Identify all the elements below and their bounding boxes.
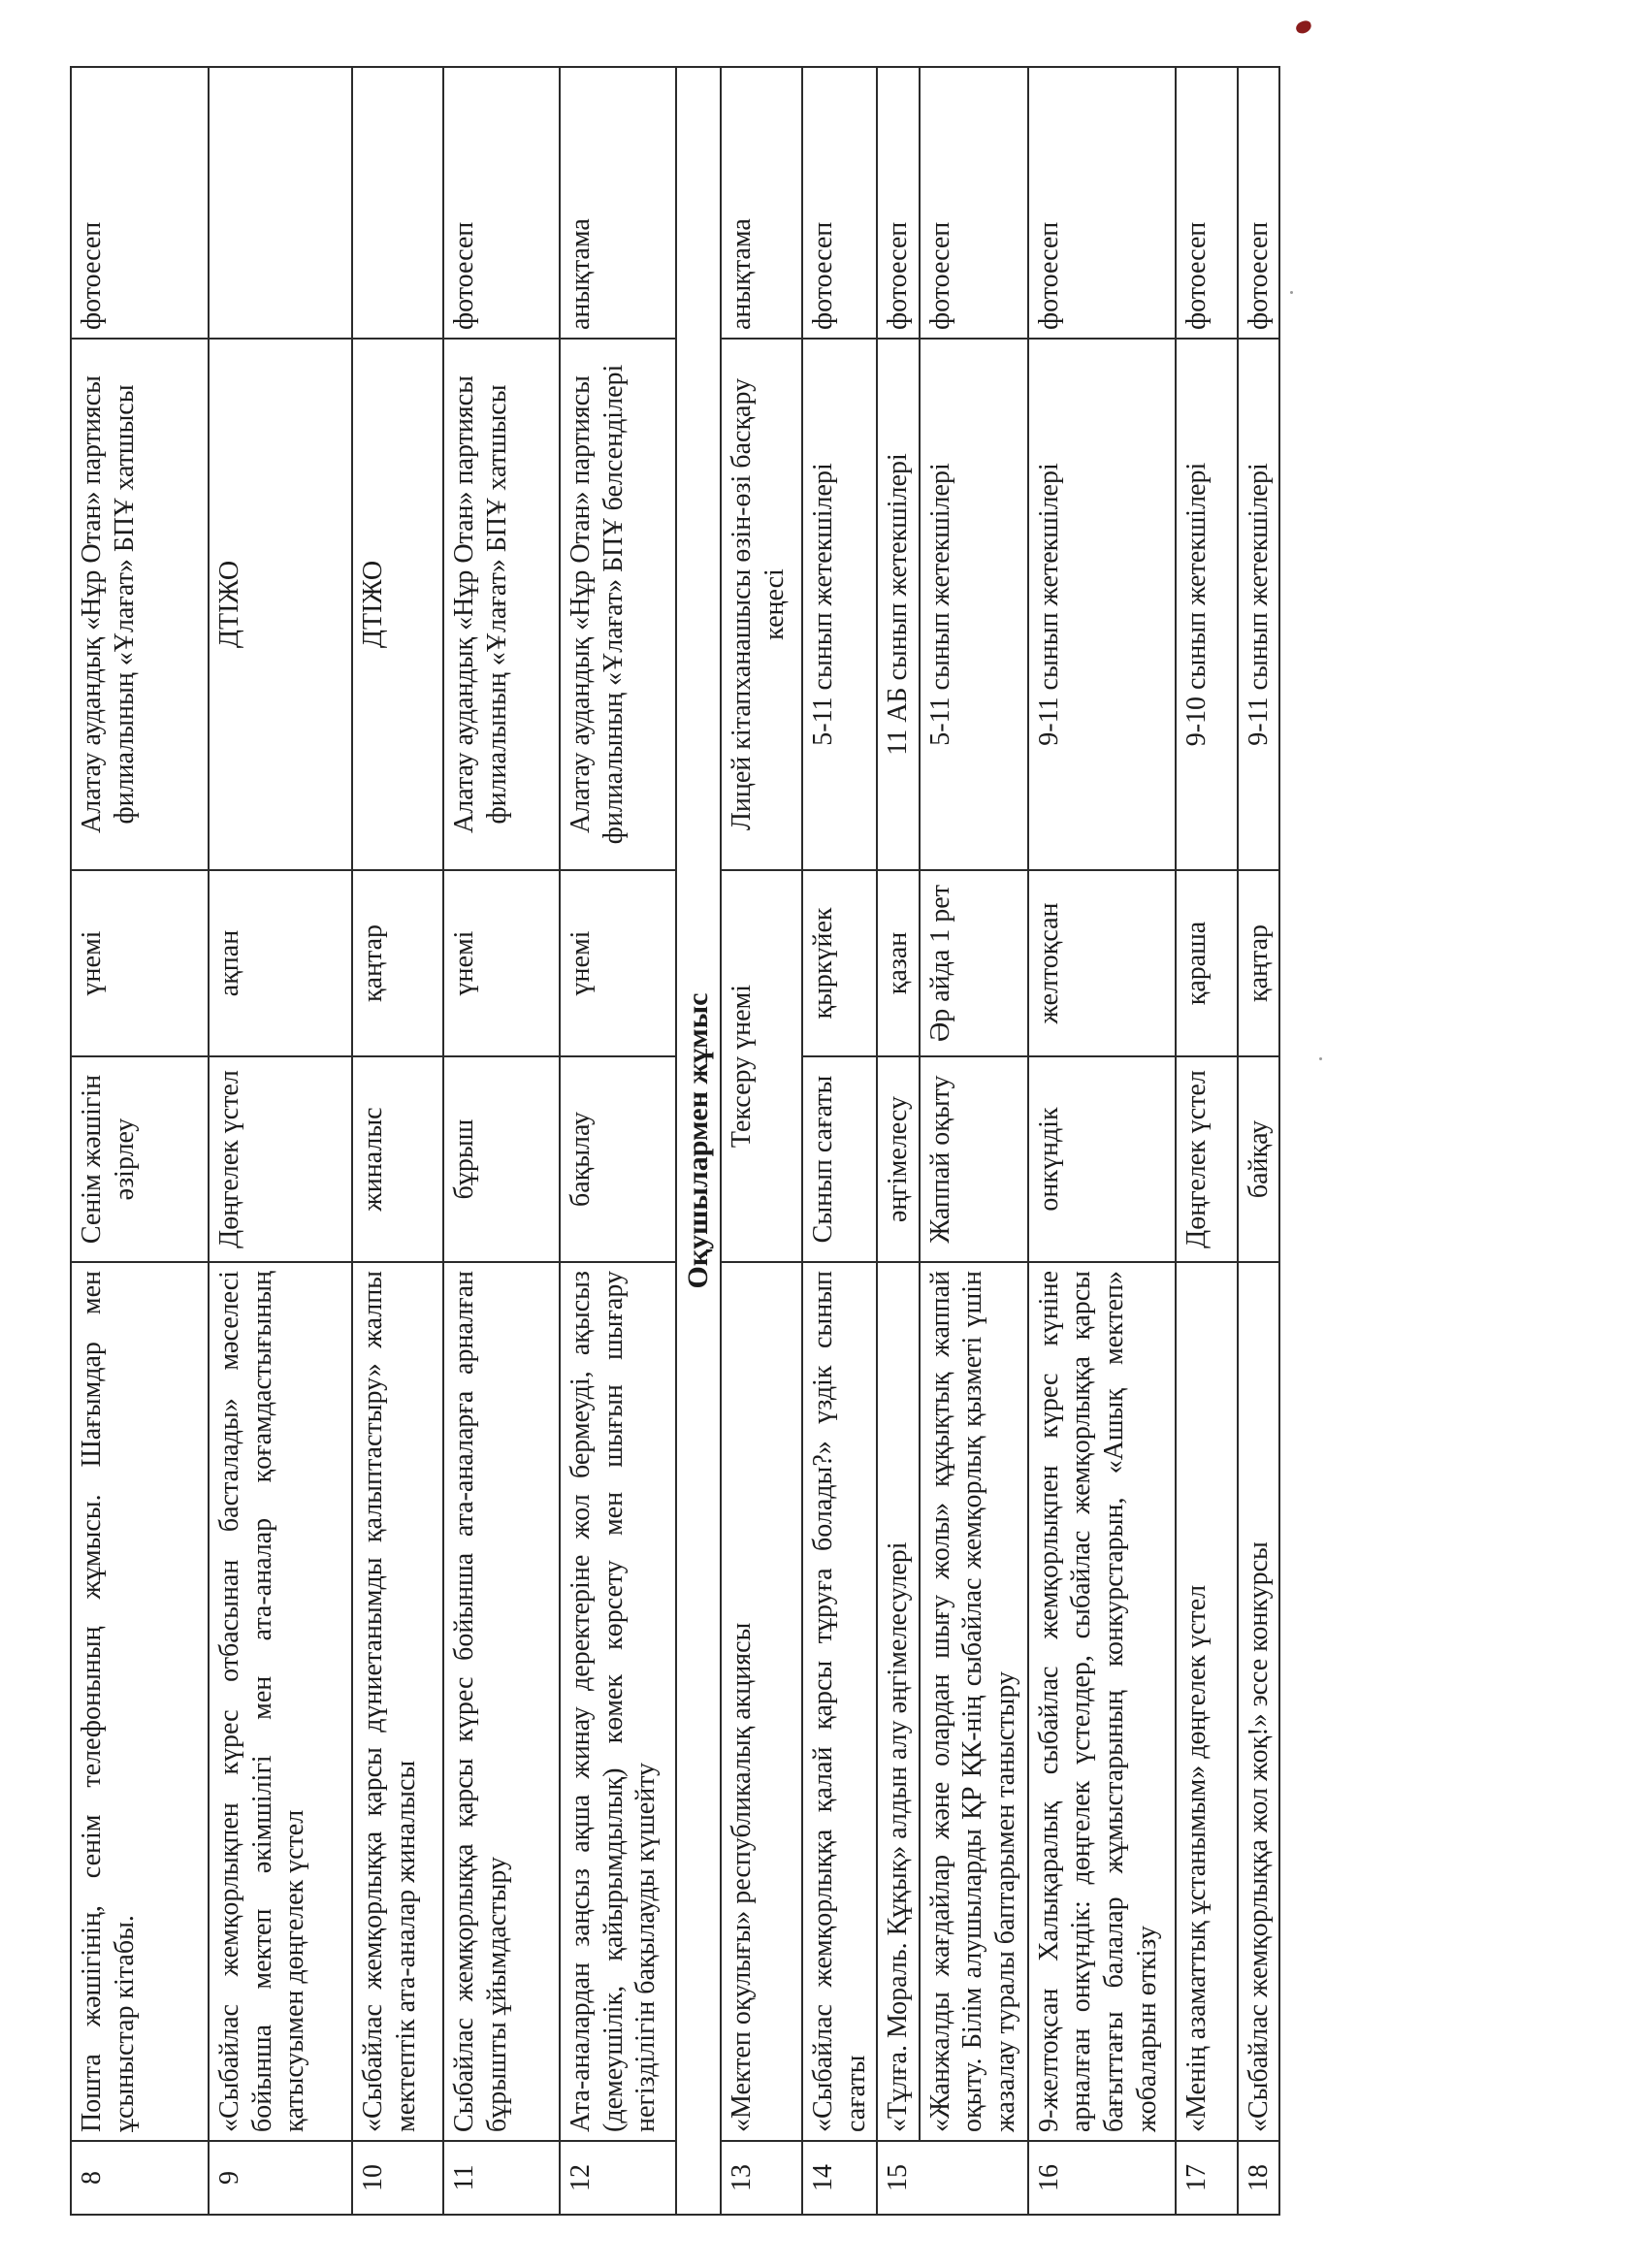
event-cell: «Сыбайлас жемқорлықпен күрес отбасынан басталады» мәселесі бойынша мектеп әкімшілігі мен ата-аналар қоғамдастығының қатысуымен дөңгелек үстел [209,1262,352,2141]
row-number: 8 [71,2141,209,2215]
responsible-cell: Алатау аудандық «Нұр Отан» партиясы филиалының «Ұлағат» БПҰ хатшысы [71,339,209,870]
table-row [721,67,802,2215]
event-cell: Пошта жәшігінің, сенім телефонының жұмысы. Шағымдар мен ұсыныстар кітабы. [71,1262,209,2141]
table-row [71,67,209,2215]
time-cell: үнемі [560,870,676,1056]
row-number: 9 [209,2141,352,2215]
table-row [920,67,1028,2215]
event-cell: «Мектеп оқулығы» республикалық акциясы [721,1262,802,2141]
ink-spot [1295,19,1313,35]
event-cell: «Жанжалды жағдайлар және олардан шығу жолы» құқықтық жаппай оқыту. Білім алушыларды ҚР ҚК-нің сыбайлас жемқорлық қызметі үшін жазалау туралы баптарымен таныстыру [920,1262,1028,2141]
report-cell: фотоесеп [920,67,1028,339]
report-cell: фотоесеп [802,67,877,339]
report-cell [352,67,443,339]
row-number: 13 [721,2141,802,2215]
report-cell: фотоесеп [443,67,560,339]
event-cell: «Сыбайлас жемқорлыққа қалай қарсы тұруға болады?» үздік сынып сағаты [802,1262,877,2141]
row-number: 14 [802,2141,877,2215]
report-cell: фотоесеп [1028,67,1176,339]
row-number: 17 [1176,2141,1238,2215]
row-number: 15 [877,2141,1028,2215]
form-cell: Сенім жәшігін әзірлеу [71,1056,209,1262]
form-cell: Дөңгелек үстел [1176,1056,1238,1262]
form-cell: Дөңгелек үстел [209,1056,352,1262]
event-cell: «Сыбайлас жемқорлыққа жол жоқ!» эссе конкурсы [1238,1262,1280,2141]
form-cell: жиналыс [352,1056,443,1262]
form-cell: онкүндік [1028,1056,1176,1262]
report-cell: анықтама [721,67,802,339]
form-cell: байқау [1238,1056,1280,1262]
section-title: Оқушылармен жұмыс [676,67,721,2215]
report-cell: анықтама [560,67,676,339]
responsible-cell: ДТІЖО [352,339,443,870]
time-cell: үнемі [71,870,209,1056]
row-number: 12 [560,2141,676,2215]
table-row [443,67,560,2215]
time-cell: қаңтар [1238,870,1280,1056]
event-cell: «Тұлға. Мораль. Құқық» алдын алу әңгімелесулері [877,1262,920,2141]
responsible-cell: 9-11 сынып жетекшілері [1238,339,1280,870]
plan-table [70,66,1280,2216]
event-cell: «Сыбайлас жемқорлыққа қарсы дүниетанымды қалыптастыру» жалпы мектептік ата-аналар жиналысы [352,1262,443,2141]
report-cell [209,67,352,339]
row-number: 11 [443,2141,560,2215]
form-cell: Жаппай оқыту [920,1056,1028,1262]
scan-speck [1290,291,1293,294]
report-cell: фотоесеп [877,67,920,339]
responsible-cell: 11 АБ сынып жетекшілері [877,339,920,870]
report-cell: фотоесеп [1176,67,1238,339]
event-cell: Ата-аналардан заңсыз ақша жинау деректеріне жол бермеуді, ақысыз (демеушілік, қайырымдылық) көмек көрсету мен шығын шығару негізділігін бақылауды күшейту [560,1262,676,2141]
section-row [676,67,721,2215]
responsible-cell: 9-10 сынып жетекшілері [1176,339,1238,870]
report-cell: фотоесеп [1238,67,1280,339]
time-cell: қаңтар [352,870,443,1056]
form-cell: әңгімелесу [877,1056,920,1262]
table-row [209,67,352,2215]
event-cell: 9-желтоқсан Халықаралық сыбайлас жемқорлықпен күрес күніне арналған онкүндік: дөңгелек үстелдер, сыбайлас жемқорлыққа қарсы бағыттағы балалар жұмыстарының конкурстарын, «Ашық мектеп» жобаларын өткізу [1028,1262,1176,2141]
form-time-cell: Тексеру үнемі [721,870,802,1262]
table-row [1176,67,1238,2215]
responsible-cell: 5-11 сынып жетекшілері [920,339,1028,870]
time-cell: қазан [877,870,920,1056]
time-cell: желтоқсан [1028,870,1176,1056]
time-cell: үнемі [443,870,560,1056]
table-row [560,67,676,2215]
row-number: 16 [1028,2141,1176,2215]
row-number: 18 [1238,2141,1280,2215]
table-row [802,67,877,2215]
responsible-cell: Алатау аудандық «Нұр Отан» партиясы филиалының «Ұлағат» БПҰ хатшысы [443,339,560,870]
rotated-page [70,68,1274,2216]
table-row [1238,67,1280,2215]
responsible-cell: 9-11 сынып жетекшілері [1028,339,1176,870]
form-cell: бақылау [560,1056,676,1262]
responsible-cell: Алатау аудандық «Нұр Отан» партиясы филиалының «Ұлағат» БПҰ белсенділері [560,339,676,870]
table-row [352,67,443,2215]
responsible-cell: ДТІЖО [209,339,352,870]
form-cell: Сынып сағаты [802,1056,877,1262]
time-cell: Әр айда 1 рет [920,870,1028,1056]
scan-speck [1319,1057,1322,1060]
responsible-cell: 5-11 сынып жетекшілері [802,339,877,870]
form-cell: бұрыш [443,1056,560,1262]
table-row [1028,67,1176,2215]
report-cell: фотоесеп [71,67,209,339]
time-cell: ақпан [209,870,352,1056]
responsible-cell: Лицей кітапханашысы өзін-өзі басқару кеңесі [721,339,802,870]
time-cell: қараша [1176,870,1238,1056]
table-row [877,67,920,2215]
row-number: 10 [352,2141,443,2215]
event-cell: Сыбайлас жемқорлыққа қарсы күрес бойынша ата-аналарға арналған бұрышты ұйымдастыру [443,1262,560,2141]
event-cell: «Менің азаматтық ұстанымым» дөңгелек үстел [1176,1262,1238,2141]
time-cell: қыркүйек [802,870,877,1056]
